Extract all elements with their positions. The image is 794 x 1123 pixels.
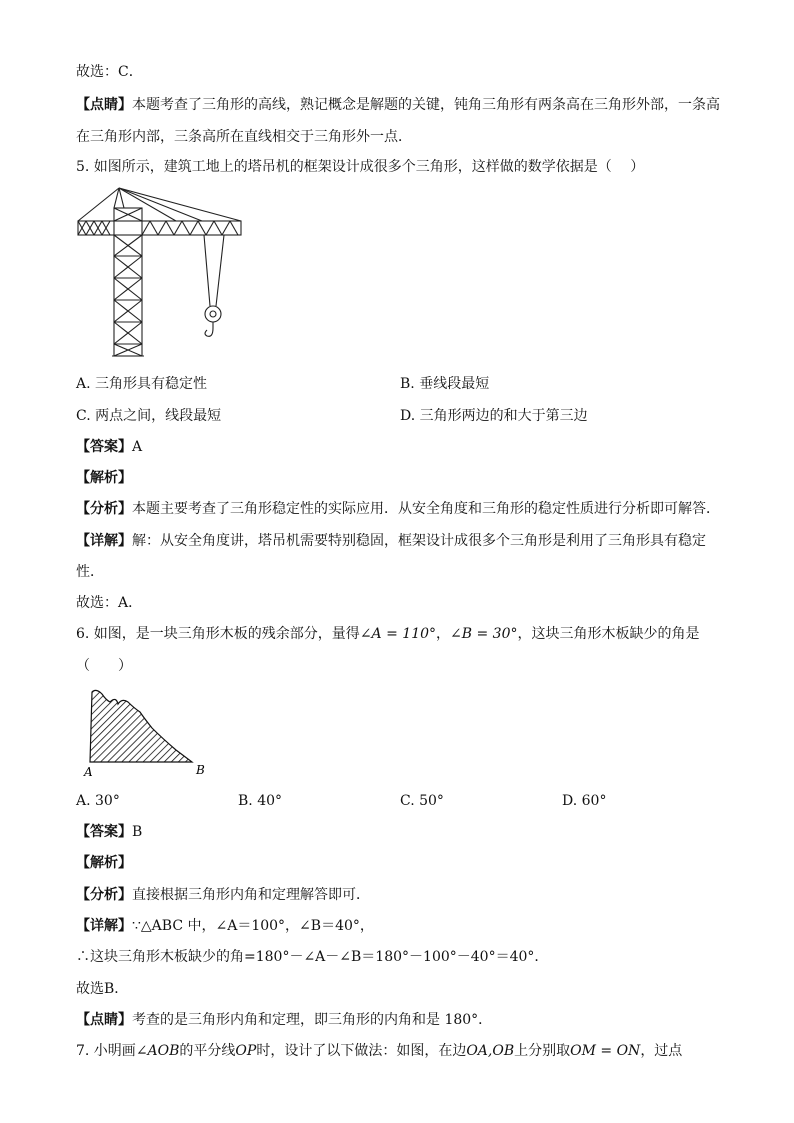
q6-option-a: A. 30° [76, 793, 120, 809]
q5-option-b: B. 垂线段最短 [400, 376, 490, 392]
q6-angle-b: ∠B = 30° [450, 626, 518, 642]
q5-fenxi [76, 500, 720, 518]
q7-stem-part4: 上分别取 [514, 1043, 571, 1059]
q5-fenxi-label: 【分析】 [76, 501, 132, 517]
q6-answer-value: B [132, 824, 143, 840]
tower-crane-figure [76, 188, 244, 360]
q6-paren: （ ） [76, 658, 132, 674]
q6-answer [76, 823, 142, 841]
q5-answer-value: A [132, 439, 143, 455]
q6-option-b: B. 40° [238, 793, 283, 809]
q5-stem: 5. 如图所示，建筑工地上的塔吊机的框架设计成很多个三角形，这样做的数学依据是（ ） [76, 159, 645, 175]
q6-angle-a: ∠A = 110° [359, 626, 437, 642]
q6-xiangjie-label: 【详解】 [76, 918, 132, 934]
comment-line-1 [76, 96, 720, 114]
comment-label: 【点睛】 [76, 97, 132, 113]
q5-conclusion: 故选：A． [76, 595, 143, 611]
q6-sep: ， [436, 626, 451, 642]
q6-xiangjie-text: ∵△ABC 中，∠A＝100°，∠B＝40°， [132, 918, 374, 934]
q6-stem [76, 625, 699, 643]
q6-xiangjie [76, 917, 374, 935]
q5-fenxi-text: 本题主要考查了三角形稳定性的实际应用．从安全角度和三角形的稳定性质进行分析即可解答． [132, 501, 720, 517]
q6-option-c: C. 50° [400, 793, 444, 809]
q6-stem-part1: 6. 如图，是一块三角形木板的残余部分，量得 [76, 626, 360, 642]
q6-fenxi-text: 直接根据三角形内角和定理解答即可． [132, 887, 370, 903]
q6-therefore: ∴这块三角形木板缺少的角=180°－∠A－∠B＝180°－100°－40°＝40°． [76, 949, 549, 965]
q6-conclusion: 故选B． [76, 981, 129, 997]
q5-option-d: D. 三角形两边的和大于第三边 [400, 408, 588, 424]
triangle-board-figure [82, 688, 212, 780]
q5-xiangjie-label: 【详解】 [76, 533, 132, 549]
q7-op: OP [235, 1043, 257, 1059]
comment-text-1: 本题考查了三角形的高线，熟记概念是解题的关键，钝角三角形有两条高在三角形外部，一条高 [132, 97, 720, 113]
q6-fenxi-label: 【分析】 [76, 887, 132, 903]
q6-dianjing-label: 【点睛】 [76, 1012, 132, 1028]
q6-dianjing [76, 1011, 492, 1029]
q7-stem-part1: 7. 小明画 [76, 1043, 136, 1059]
q5-xiangjie-1 [76, 532, 706, 550]
q6-dianjing-text: 考查的是三角形内角和定理，即三角形的内角和是 180°． [132, 1012, 493, 1028]
q7-eq: OM = ON [570, 1043, 641, 1059]
q6-analysis-label: 【解析】 [76, 855, 132, 871]
q5-xiangjie-text-1: 解：从安全角度讲，塔吊机需要特别稳固，框架设计成很多个三角形是利用了三角形具有稳定 [132, 533, 706, 549]
q6-answer-label: 【答案】 [76, 824, 132, 840]
q7-stem-part3: 时，设计了以下做法：如图，在边 [256, 1043, 467, 1059]
comment-line-2: 在三角形内部，三条高所在直线相交于三角形外一点． [76, 129, 412, 145]
q7-angle: ∠AOB [135, 1043, 180, 1059]
q5-xiangjie-2: 性． [76, 564, 104, 580]
q6-option-d: D. 60° [562, 793, 607, 809]
q6-fenxi [76, 886, 370, 904]
q7-stem-part5: ，过点 [640, 1043, 683, 1059]
q6-figure-label-b: B [196, 763, 205, 777]
q5-answer-label: 【答案】 [76, 439, 132, 455]
answer-choice-prev: 故选：C． [76, 64, 143, 80]
q7-stem [76, 1042, 682, 1060]
q6-stem-part2: ，这块三角形木板缺少的角是 [517, 626, 700, 642]
q7-stem-part2: 的平分线 [179, 1043, 236, 1059]
q5-analysis-label: 【解析】 [76, 470, 132, 486]
q7-edges: OA,OB [466, 1043, 515, 1059]
q5-option-c: C. 两点之间，线段最短 [76, 408, 222, 424]
q6-figure-label-a: A [84, 765, 93, 779]
q5-option-a: A. 三角形具有稳定性 [76, 376, 208, 392]
q5-answer [76, 438, 142, 456]
